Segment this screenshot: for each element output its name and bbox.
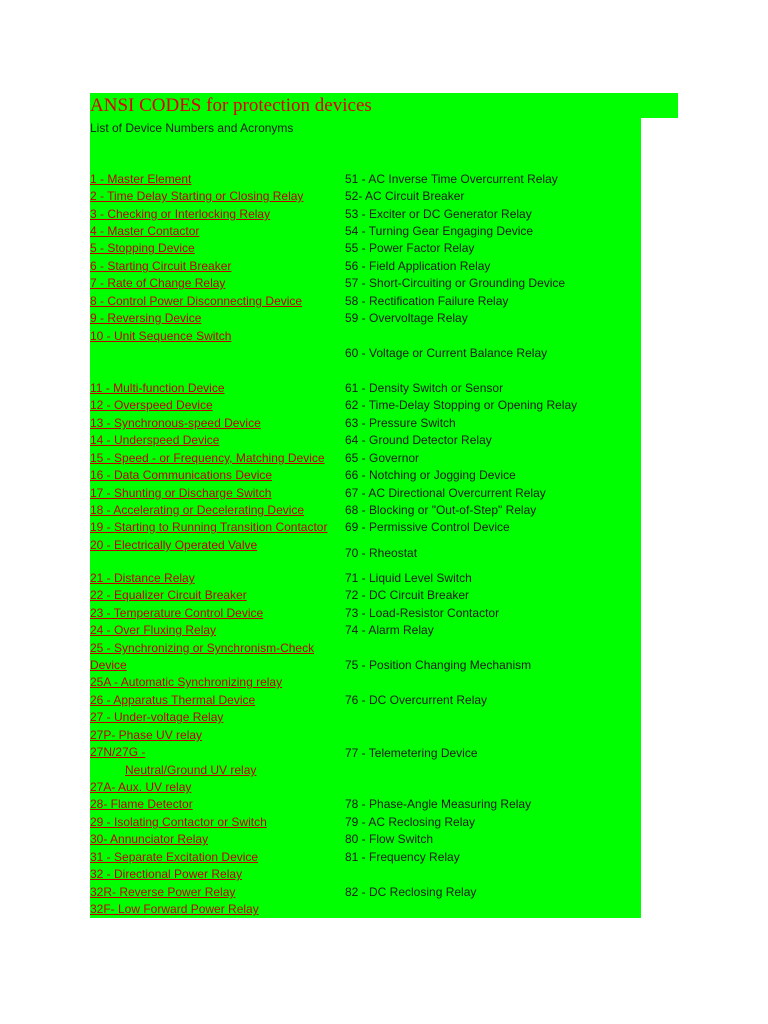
- device-entry: 71 - Liquid Level Switch: [345, 571, 472, 585]
- device-entry: 65 - Governor: [345, 451, 420, 465]
- device-entry: 69 - Permissive Control Device: [345, 520, 510, 534]
- device-link[interactable]: 27A- Aux. UV relay: [90, 780, 192, 794]
- device-link[interactable]: 2 - Time Delay Starting or Closing Relay: [90, 189, 304, 203]
- device-link[interactable]: 5 - Stopping Device: [90, 241, 195, 255]
- device-link[interactable]: 29 - Isolating Contactor or Switch: [90, 815, 267, 829]
- device-entry: 81 - Frequency Relay: [345, 850, 460, 864]
- device-link[interactable]: 16 - Data Communications Device: [90, 468, 273, 482]
- device-entry: 54 - Turning Gear Engaging Device: [345, 224, 534, 238]
- device-link[interactable]: 1 - Master Element: [90, 172, 192, 186]
- device-entry: 66 - Notching or Jogging Device: [345, 468, 516, 482]
- device-link[interactable]: 32F- Low Forward Power Relay: [90, 902, 259, 916]
- device-link[interactable]: 19 - Starting to Running Transition Contactor: [90, 520, 328, 534]
- device-entry: 55 - Power Factor Relay: [345, 241, 475, 255]
- device-link[interactable]: 6 - Starting Circuit Breaker: [90, 259, 232, 273]
- device-link[interactable]: 9 - Reversing Device: [90, 311, 202, 325]
- device-link[interactable]: 14 - Underspeed Device: [90, 433, 220, 447]
- device-link[interactable]: 12 - Overspeed Device: [90, 398, 213, 412]
- device-entry: 56 - Field Application Relay: [345, 259, 491, 273]
- device-link[interactable]: 28- Flame Detector: [90, 797, 193, 811]
- device-link[interactable]: 24 - Over Fluxing Relay: [90, 623, 217, 637]
- device-entry: 58 - Rectification Failure Relay: [345, 294, 509, 308]
- device-link[interactable]: 10 - Unit Sequence Switch: [90, 329, 232, 343]
- device-link[interactable]: 32R- Reverse Power Relay: [90, 885, 236, 899]
- device-link[interactable]: 21 - Distance Relay: [90, 571, 195, 585]
- device-link[interactable]: 4 - Master Contactor: [90, 224, 200, 238]
- device-entry: 82 - DC Reclosing Relay: [345, 885, 477, 899]
- device-entry: 57 - Short-Circuiting or Grounding Device: [345, 276, 566, 290]
- device-link[interactable]: 31 - Separate Excitation Device: [90, 850, 259, 864]
- device-entry: 72 - DC Circuit Breaker: [345, 588, 470, 602]
- device-entry: 79 - AC Reclosing Relay: [345, 815, 476, 829]
- device-link[interactable]: 17 - Shunting or Discharge Switch: [90, 486, 272, 500]
- device-entry: 74 - Alarm Relay: [345, 623, 434, 637]
- device-entry: 73 - Load-Resistor Contactor: [345, 606, 500, 620]
- device-link[interactable]: 27N/27G -: [90, 745, 146, 759]
- device-link[interactable]: 3 - Checking or Interlocking Relay: [90, 207, 271, 221]
- device-entry: 70 - Rheostat: [345, 546, 418, 560]
- device-link[interactable]: 23 - Temperature Control Device: [90, 606, 264, 620]
- device-link[interactable]: Neutral/Ground UV relay: [125, 763, 257, 777]
- device-link[interactable]: 15 - Speed - or Frequency, Matching Device: [90, 451, 325, 465]
- device-entry: 67 - AC Directional Overcurrent Relay: [345, 486, 546, 500]
- device-entry: 60 - Voltage or Current Balance Relay: [345, 346, 548, 360]
- device-link[interactable]: 18 - Accelerating or Decelerating Device: [90, 503, 305, 517]
- device-entry: 68 - Blocking or "Out-of-Step" Relay: [345, 503, 537, 517]
- device-link[interactable]: 27P- Phase UV relay: [90, 728, 203, 742]
- device-entry: 75 - Position Changing Mechanism: [345, 658, 532, 672]
- device-link[interactable]: 8 - Control Power Disconnecting Device: [90, 294, 303, 308]
- device-link[interactable]: 7 - Rate of Change Relay: [90, 276, 226, 290]
- device-link[interactable]: 25 - Synchronizing or Synchronism-Check: [90, 641, 315, 655]
- device-link[interactable]: Device: [90, 658, 127, 672]
- device-entry: 53 - Exciter or DC Generator Relay: [345, 207, 532, 221]
- device-entry: 52- AC Circuit Breaker: [345, 189, 465, 203]
- device-link[interactable]: 26 - Apparatus Thermal Device: [90, 693, 256, 707]
- device-entry: 78 - Phase-Angle Measuring Relay: [345, 797, 532, 811]
- device-entry: 51 - AC Inverse Time Overcurrent Relay: [345, 172, 558, 186]
- device-link[interactable]: 32 - Directional Power Relay: [90, 867, 243, 881]
- device-link[interactable]: 27 - Under-voltage Relay: [90, 710, 224, 724]
- device-entry: 76 - DC Overcurrent Relay: [345, 693, 488, 707]
- device-entry: 63 - Pressure Switch: [345, 416, 456, 430]
- device-link[interactable]: 11 - Multi-function Device: [90, 381, 225, 395]
- device-link[interactable]: 13 - Synchronous-speed Device: [90, 416, 261, 430]
- device-entry: 77 - Telemetering Device: [345, 746, 478, 760]
- device-entry: 59 - Overvoltage Relay: [345, 311, 468, 325]
- device-entry: 64 - Ground Detector Relay: [345, 433, 492, 447]
- device-entry: 61 - Density Switch or Sensor: [345, 381, 504, 395]
- page-title: ANSI CODES for protection devices: [90, 95, 372, 116]
- device-link[interactable]: 20 - Electrically Operated Valve: [90, 538, 258, 552]
- device-entry: 62 - Time-Delay Stopping or Opening Relay: [345, 398, 578, 412]
- page-subtitle: List of Device Numbers and Acronyms: [90, 121, 294, 135]
- device-link[interactable]: 25A - Automatic Synchronizing relay: [90, 675, 283, 689]
- device-entry: 80 - Flow Switch: [345, 832, 434, 846]
- device-link[interactable]: 30- Annunciator Relay: [90, 832, 209, 846]
- device-link[interactable]: 22 - Equalizer Circuit Breaker: [90, 588, 247, 602]
